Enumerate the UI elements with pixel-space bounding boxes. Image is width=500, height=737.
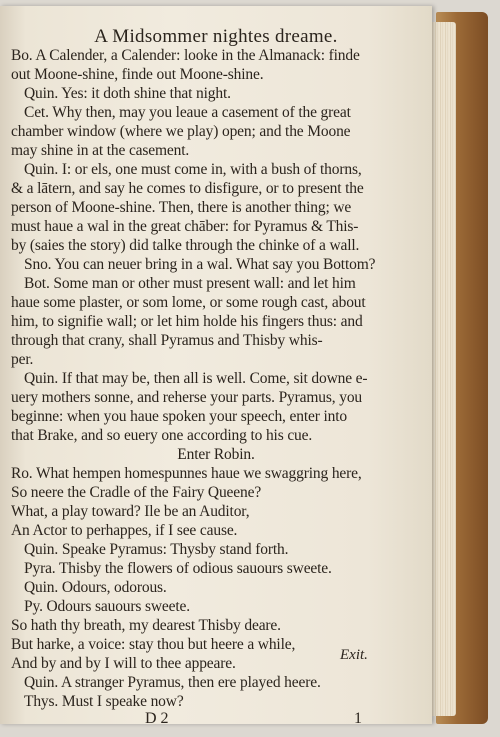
folio-mark: 1 (354, 710, 362, 727)
text-line: What, a play toward? Ile be an Auditor, (11, 503, 250, 520)
text-line: & a lātern, and say he comes to disfigure, or to present the (11, 180, 364, 197)
text-line: So hath thy breath, my dearest Thisby deare. (11, 617, 281, 634)
text-line: may shine in at the casement. (11, 142, 190, 159)
text-line: Quin. I: or els, one must come in, with a bush of thorns, (24, 161, 362, 178)
exit-cue: Exit. (340, 647, 368, 663)
text-line: Bo. A Calender, a Calender: looke in the Almanack: finde (11, 47, 360, 64)
text-line: through that crany, shall Pyramus and Thisby whis- (11, 332, 323, 349)
text-line: chamber window (where we play) open; and the Moone (11, 123, 351, 140)
text-line: So neere the Cradle of the Fairy Queene? (11, 484, 262, 501)
text-line: Ro. What hempen homespunnes haue we swaggring here, (11, 465, 362, 482)
text-line: An Actor to perhappes, if I see cause. (11, 522, 238, 539)
text-line: And by and by I will to thee appeare. (11, 655, 236, 672)
text-line: Quin. Speake Pyramus: Thysby stand forth. (24, 541, 289, 558)
page (0, 6, 432, 727)
text-line: by (saies the story) did talke through the chinke of a wall. (11, 237, 360, 254)
text-line: beginne: when you haue spoken your speech, enter into (11, 408, 347, 425)
text-line: Pyra. Thisby the flowers of odious sauours sweete. (24, 560, 332, 577)
text-line: out Moone-shine, finde out Moone-shine. (11, 66, 264, 83)
text-line: Quin. If that may be, then all is well. Come, sit downe e- (24, 370, 368, 387)
text-line: Cet. Why then, may you leaue a casement of the great (24, 104, 351, 121)
text-line: haue some plaster, or som lome, or some rough cast, about (11, 294, 366, 311)
text-line: him, to signifie wall; or let him holde his fingers thus: and (11, 313, 363, 330)
text-line: Sno. You can neuer bring in a wal. What say you Bottom? (24, 256, 376, 273)
text-line: Quin. Yes: it doth shine that night. (24, 85, 231, 102)
text-line: that Brake, and so euery one according to his cue. (11, 427, 313, 444)
stage-direction: Enter Robin. (177, 446, 255, 463)
text-line: Thys. Must I speake now? (24, 693, 184, 710)
signature-mark: D 2 (145, 710, 169, 727)
text-line: must haue a wal in the great chāber: for Pyramus & This- (11, 218, 359, 235)
text-line: person of Moone-shine. Then, there is another thing; we (11, 199, 352, 216)
text-line: Quin. A stranger Pyramus, then ere played heere. (24, 674, 321, 691)
text-line: Quin. Odours, odorous. (24, 579, 167, 596)
running-title: A Midsommer nightes dreame. (94, 26, 338, 47)
text-line: uery mothers sonne, and reherse your parts. Pyramus, you (11, 389, 363, 406)
text-line: per. (11, 351, 34, 368)
text-line: Bot. Some man or other must present wall: and let him (24, 275, 356, 292)
text-line: But harke, a voice: stay thou but heere a while, (11, 636, 296, 653)
text-line: Py. Odours sauours sweete. (24, 598, 191, 615)
